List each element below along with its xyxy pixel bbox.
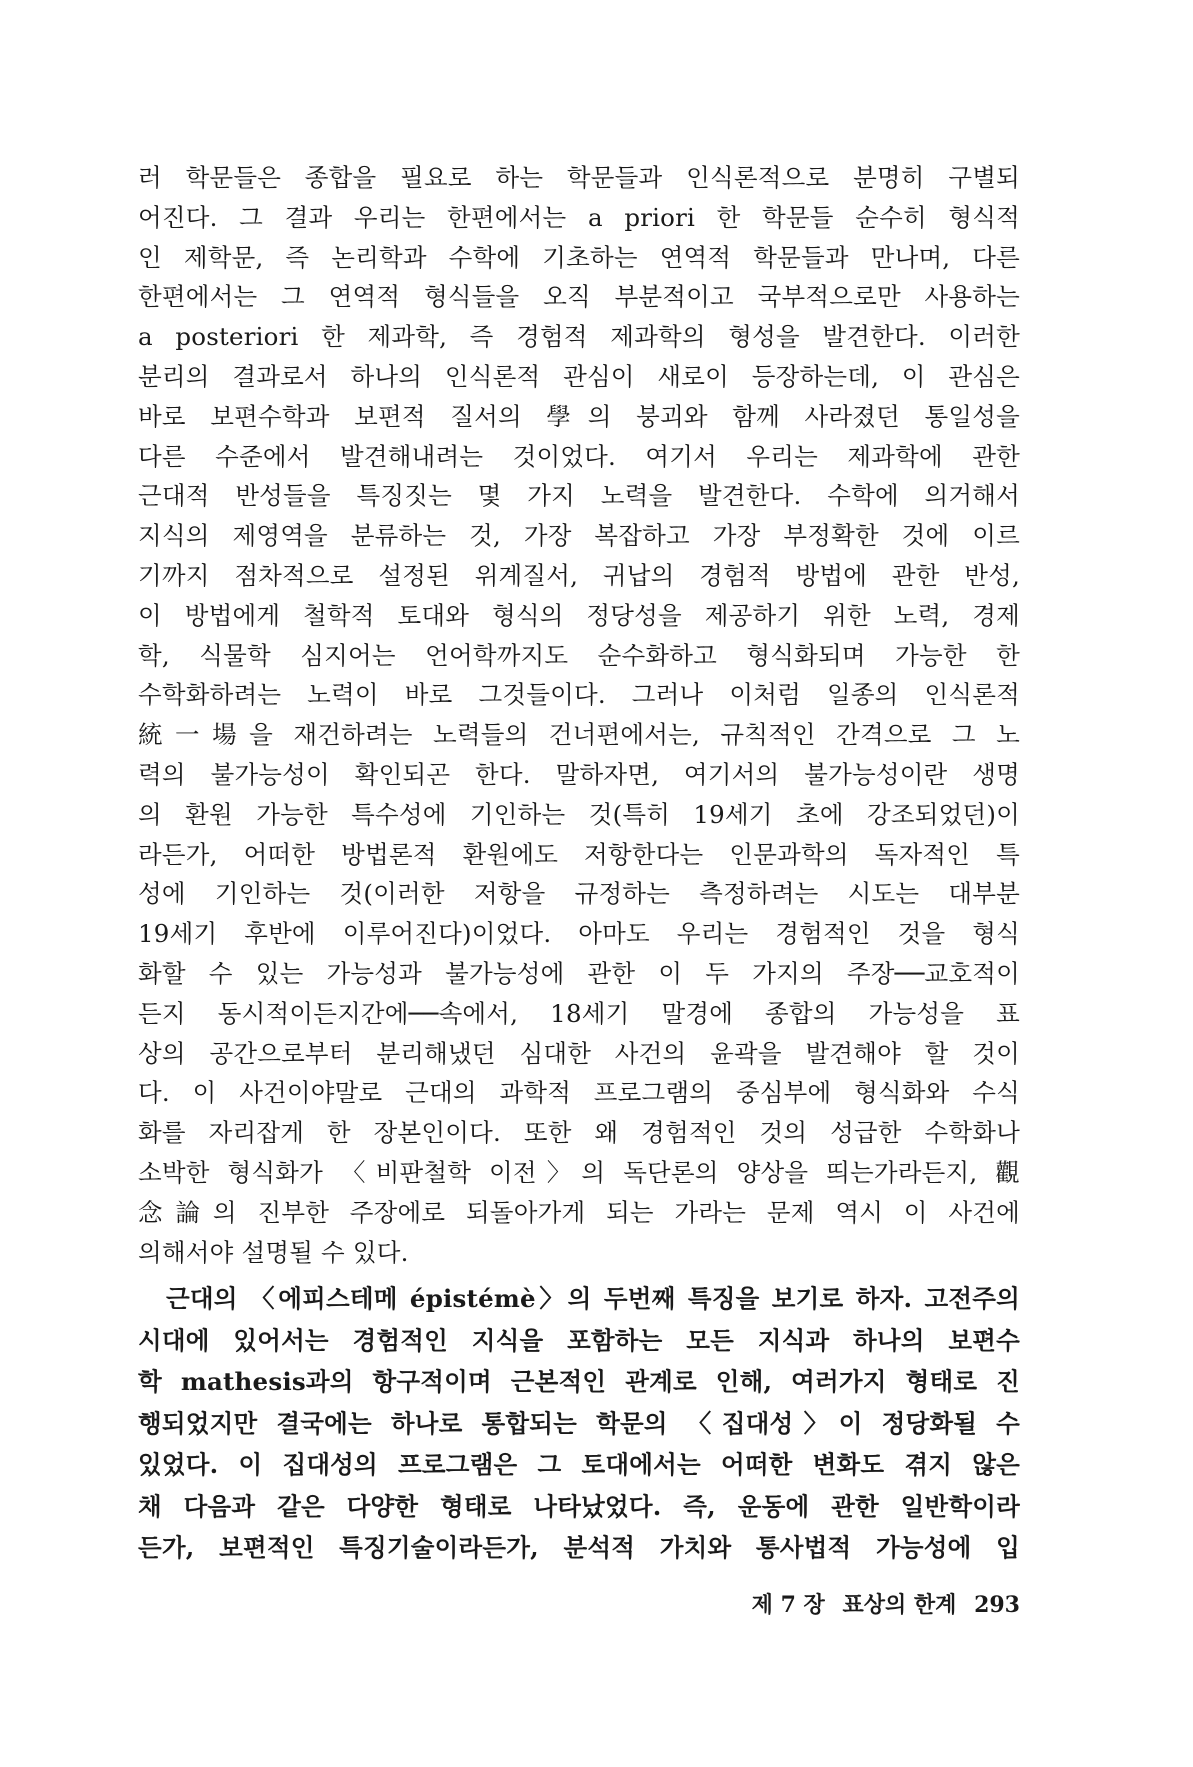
text-line: a posteriori 한 제과학, 즉 경험적 제과학의 형성을 발견한다. 이러한 xyxy=(138,322,1020,352)
text-line: 학 mathesis과의 항구적이며 근본적인 관계로 인해, 여러가지 형태로 진 xyxy=(138,1367,1020,1397)
text-line: 행되었지만 결국에는 하나로 통합되는 학문의 〈집대성〉이 정당화될 수 xyxy=(138,1408,1020,1438)
text-line: 성에 기인하는 것(이러한 저항을 규정하는 측정하려는 시도는 대부분 xyxy=(138,879,1020,909)
text-line: 러 학문들은 종합을 필요로 하는 학문들과 인식론적으로 분명히 구별되 xyxy=(138,163,1020,192)
text-line: 의해서야 설명될 수 있다. xyxy=(138,1237,409,1267)
text-line: 의 환원 가능한 특수성에 기인하는 것(특히 19세기 초에 강조되었던)이 xyxy=(138,799,1020,829)
text-line: 화를 자리잡게 한 장본인이다. 또한 왜 경험적인 것의 성급한 수학화나 xyxy=(138,1118,1020,1148)
text-line: 상의 공간으로부터 분리해냈던 심대한 사건의 윤곽을 발견해야 할 것이 xyxy=(138,1038,1020,1068)
text-line: 바로 보편수학과 보편적 질서의 學의 붕괴와 함께 사라졌던 통일성을 xyxy=(138,401,1020,431)
text-line: 시대에 있어서는 경험적인 지식을 포함하는 모든 지식과 하나의 보편수 xyxy=(138,1325,1020,1355)
text-line: 든가, 보편적인 특징기술이라든가, 분석적 가치와 통사법적 가능성에 입 xyxy=(138,1533,1020,1563)
text-line: 한편에서는 그 연역적 형식들을 오직 부분적이고 국부적으로만 사용하는 xyxy=(138,282,1020,312)
paragraph-1 xyxy=(138,158,1020,1272)
text-line: 근대적 반성들을 특징짓는 몇 가지 노력을 발견한다. 수학에 의거해서 xyxy=(138,481,1020,511)
text-line: 분리의 결과로서 하나의 인식론적 관심이 새로이 등장하는데, 이 관심은 xyxy=(138,361,1020,391)
text-line: 근대의 〈에피스테메 épistémè〉의 두번째 특징을 보기로 하자. 고전주의 xyxy=(166,1284,1020,1314)
text-line: 인 제학문, 즉 논리학과 수학에 기초하는 연역적 학문들과 만나며, 다른 xyxy=(138,242,1020,272)
text-line: 화할 수 있는 가능성과 불가능성에 관한 이 두 가지의 주장──교호적이 xyxy=(138,958,1020,988)
text-line: 統一場을 재건하려는 노력들의 건너편에서는, 규칙적인 간격으로 그 노 xyxy=(138,720,1020,750)
text-line: 念論의 진부한 주장에로 되돌아가게 되는 가라는 문제 역시 이 사건에 xyxy=(138,1197,1020,1227)
text-line: 다. 이 사건이야말로 근대의 과학적 프로그램의 중심부에 형식화와 수식 xyxy=(138,1078,1020,1108)
text-line: 학, 식물학 심지어는 언어학까지도 순수화하고 형식화되며 가능한 한 xyxy=(138,640,1020,670)
chapter-title: 표상의 한계 xyxy=(842,1592,957,1618)
text-line: 19세기 후반에 이루어진다)이었다. 아마도 우리는 경험적인 것을 형식 xyxy=(138,919,1020,949)
text-line: 수학화하려는 노력이 바로 그것들이다. 그러나 이처럼 일종의 인식론적 xyxy=(138,680,1020,710)
text-line: 다른 수준에서 발견해내려는 것이었다. 여기서 우리는 제과학에 관한 xyxy=(138,441,1020,471)
text-line: 력의 불가능성이 확인되곤 한다. 말하자면, 여기서의 불가능성이란 생명 xyxy=(138,759,1020,789)
text-line: 지식의 제영역을 분류하는 것, 가장 복잡하고 가장 부정확한 것에 이르 xyxy=(138,521,1020,551)
text-line: 어진다. 그 결과 우리는 한편에서는 a priori 한 학문들 순수히 형식적 xyxy=(138,202,1020,232)
text-line: 있었다. 이 집대성의 프로그램은 그 토대에서는 어떠한 변화도 겪지 않은 xyxy=(138,1450,1020,1480)
text-line: 이 방법에게 철학적 토대와 형식의 정당성을 제공하기 위한 노력, 경제 xyxy=(138,600,1020,630)
body-text xyxy=(138,158,1020,1569)
chapter-label: 제 7 장 xyxy=(751,1592,825,1618)
text-line: 소박한 형식화가 〈비판철학 이전〉의 독단론의 양상을 띄는가라든지, 觀 xyxy=(138,1157,1020,1187)
text-line: 든지 동시적이든지간에──속에서, 18세기 말경에 종합의 가능성을 표 xyxy=(138,998,1020,1028)
paragraph-2 xyxy=(138,1278,1020,1569)
page-number: 293 xyxy=(974,1592,1020,1618)
page-footer xyxy=(698,1588,1020,1619)
text-line: 채 다음과 같은 다양한 형태로 나타났었다. 즉, 운동에 관한 일반학이라 xyxy=(138,1491,1020,1521)
text-line: 기까지 점차적으로 설정된 위계질서, 귀납의 경험적 방법에 관한 반성, xyxy=(138,560,1020,590)
book-page xyxy=(138,158,1020,1638)
text-line: 라든가, 어떠한 방법론적 환원에도 저항한다는 인문과학의 독자적인 특 xyxy=(138,839,1020,869)
